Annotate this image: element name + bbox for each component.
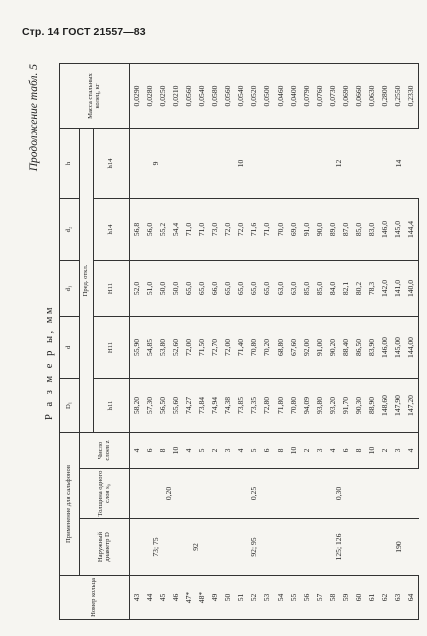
cell-layers: 4: [183, 433, 196, 469]
cell-d: 71,40: [235, 317, 248, 379]
cell-mass: 0,0290: [130, 64, 144, 129]
cell-D1: 57,30: [143, 379, 156, 433]
cell-h: 12: [300, 129, 378, 199]
col-thickness-header: Толщина одного слоя s₀: [80, 469, 130, 519]
cell-d1: 80,2: [352, 261, 365, 317]
cell-number: 45: [156, 576, 169, 620]
cell-D1: 90,30: [352, 379, 365, 433]
cell-D1: 73,85: [235, 379, 248, 433]
cell-mass: 0,0500: [261, 64, 274, 129]
col-d1-header: d₁: [60, 261, 80, 317]
tolerance-h: h14: [94, 129, 130, 199]
col-layers-header: Число слоев z: [80, 433, 130, 469]
cell-d1: 85,0: [313, 261, 326, 317]
cell-D1: 147,90: [391, 379, 404, 433]
cell-d2: 54,4: [169, 199, 182, 261]
cell-d2: 71,0: [183, 199, 196, 261]
cell-d2: 91,0: [300, 199, 313, 261]
cell-mass: 0,0400: [287, 64, 300, 129]
cell-mass: 0,0790: [300, 64, 313, 129]
cell-D1: 74,27: [183, 379, 196, 433]
cell-d2: 71,0: [261, 199, 274, 261]
cell-d1: 50,0: [169, 261, 182, 317]
cell-mass: 0,2800: [378, 64, 391, 129]
cell-layers: 6: [339, 433, 352, 469]
cell-d: 144,00: [404, 317, 418, 379]
cell-d1: 65,0: [183, 261, 196, 317]
cell-h: 10: [183, 129, 300, 199]
cell-d1: 141,0: [391, 261, 404, 317]
table-row: [378, 64, 391, 620]
cell-d2: 73,0: [209, 199, 222, 261]
cell-d: 88,40: [339, 317, 352, 379]
cell-d1: 65,0: [196, 261, 209, 317]
cell-d1: 52,0: [130, 261, 144, 317]
cell-layers: 4: [404, 433, 418, 469]
col-d2-header: d₂: [60, 199, 80, 261]
cell-d: 90,20: [326, 317, 339, 379]
cell-h: 9: [130, 129, 183, 199]
cell-D1: 148,60: [378, 379, 391, 433]
cell-outer-diameter: 73; 75: [130, 519, 183, 576]
cell-d1: 50,0: [156, 261, 169, 317]
cell-layers: 2: [209, 433, 222, 469]
cell-layers: 4: [235, 433, 248, 469]
cell-d: 70,80: [248, 317, 261, 379]
cell-number: 56: [300, 576, 313, 620]
cell-mass: 0,2330: [404, 64, 418, 129]
cell-layers: 10: [169, 433, 182, 469]
cell-mass: 0,2550: [391, 64, 404, 129]
cell-number: 63: [391, 576, 404, 620]
table-row: [300, 64, 313, 620]
cell-d2: 71,6: [248, 199, 261, 261]
col-h-header: h: [60, 129, 80, 199]
cell-d: 92,00: [300, 317, 313, 379]
cell-layers: 2: [378, 433, 391, 469]
cell-thickness: 0,30: [300, 469, 378, 519]
cell-number: 48*: [196, 576, 209, 620]
cell-layers: 10: [365, 433, 378, 469]
cell-outer-diameter: 92: [183, 519, 209, 576]
cell-number: 50: [222, 576, 235, 620]
cell-D1: 70,80: [287, 379, 300, 433]
cell-d2: 72,0: [222, 199, 235, 261]
cell-mass: 0,0760: [313, 64, 326, 129]
cell-d2: 83,0: [365, 199, 378, 261]
cell-d: 70,20: [261, 317, 274, 379]
cell-mass: 0,0210: [169, 64, 182, 129]
cell-d: 53,80: [156, 317, 169, 379]
table-row: [183, 64, 196, 620]
cell-number: 62: [378, 576, 391, 620]
cell-D1: 88,90: [365, 379, 378, 433]
cell-d: 83,90: [365, 317, 378, 379]
cell-d: 54,85: [143, 317, 156, 379]
cell-layers: 8: [274, 433, 287, 469]
page-header: Стр. 14 ГОСТ 21557—83: [22, 26, 146, 38]
cell-number: 55: [287, 576, 300, 620]
rotated-content: [26, 60, 422, 620]
cell-d1: 85,0: [300, 261, 313, 317]
cell-number: 54: [274, 576, 287, 620]
cell-D1: 56,50: [156, 379, 169, 433]
cell-mass: 0,0560: [183, 64, 196, 129]
cell-layers: 3: [222, 433, 235, 469]
col-D1-header: D₁: [60, 379, 80, 433]
cell-d: 71,50: [196, 317, 209, 379]
cell-D1: 55,60: [169, 379, 182, 433]
cell-number: 64: [404, 576, 418, 620]
cell-number: 57: [313, 576, 326, 620]
cell-d2: 145,0: [391, 199, 404, 261]
cell-d1: 65,0: [222, 261, 235, 317]
cell-d2: 71,0: [196, 199, 209, 261]
cell-layers: 4: [326, 433, 339, 469]
cell-d1: 65,0: [261, 261, 274, 317]
cell-h: 14: [378, 129, 418, 199]
rotated-table-area: [26, 60, 422, 620]
cell-d: 91,00: [313, 317, 326, 379]
tolerance-d2: h14: [94, 199, 130, 261]
cell-mass: 0,0540: [196, 64, 209, 129]
cell-d2: 56,0: [143, 199, 156, 261]
cell-number: 43: [130, 576, 144, 620]
cell-number: 51: [235, 576, 248, 620]
cell-mass: 0,0690: [339, 64, 352, 129]
cell-d2: 56,8: [130, 199, 144, 261]
cell-thickness: 0,20: [130, 469, 209, 519]
cell-mass: 0,0660: [352, 64, 365, 129]
cell-outer-diameter: 190: [378, 519, 418, 576]
cell-thickness: [378, 469, 418, 519]
cell-number: 53: [261, 576, 274, 620]
cell-layers: 6: [261, 433, 274, 469]
cell-number: 52: [248, 576, 261, 620]
cell-mass: 0,0630: [365, 64, 378, 129]
cell-d2: 89,0: [326, 199, 339, 261]
cell-layers: 2: [300, 433, 313, 469]
cell-d2: 72,0: [235, 199, 248, 261]
cell-d2: 69,0: [287, 199, 300, 261]
cell-mass: 0,0560: [222, 64, 235, 129]
cell-number: 47*: [183, 576, 196, 620]
cell-d1: 142,0: [378, 261, 391, 317]
cell-outer-diameter: 92; 95: [209, 519, 300, 576]
col-d-header: d: [60, 317, 80, 379]
cell-mass: 0,0520: [248, 64, 261, 129]
cell-d1: 65,0: [248, 261, 261, 317]
cell-layers: 5: [196, 433, 209, 469]
cell-layers: 10: [287, 433, 300, 469]
cell-mass: 0,0280: [143, 64, 156, 129]
cell-d1: 63,0: [274, 261, 287, 317]
cell-d2: 146,0: [378, 199, 391, 261]
cell-D1: 58,20: [130, 379, 144, 433]
cell-outer-diameter: 125; 126: [300, 519, 378, 576]
cell-D1: 74,38: [222, 379, 235, 433]
cell-number: 61: [365, 576, 378, 620]
cell-d2: 55,2: [156, 199, 169, 261]
cell-D1: 91,70: [339, 379, 352, 433]
cell-d: 145,00: [391, 317, 404, 379]
cell-layers: 5: [248, 433, 261, 469]
cell-d: 72,70: [209, 317, 222, 379]
cell-d2: 144,4: [404, 199, 418, 261]
dimensions-title: Р а з м е р ы, мм: [44, 304, 55, 420]
cell-d1: 140,0: [404, 261, 418, 317]
cell-d: 72,00: [183, 317, 196, 379]
cell-layers: 3: [313, 433, 326, 469]
cell-d1: 65,0: [235, 261, 248, 317]
cell-d2: 85,0: [352, 199, 365, 261]
cell-d2: 70,0: [274, 199, 287, 261]
cell-mass: 0,0580: [209, 64, 222, 129]
cell-d: 146,00: [378, 317, 391, 379]
cell-D1: 94,09: [300, 379, 313, 433]
cell-D1: 74,94: [209, 379, 222, 433]
cell-d1: 84,0: [326, 261, 339, 317]
cell-number: 49: [209, 576, 222, 620]
cell-layers: 3: [391, 433, 404, 469]
cell-D1: 73,35: [248, 379, 261, 433]
cell-d1: 66,0: [209, 261, 222, 317]
cell-d: 55,90: [130, 317, 144, 379]
cell-d2: 90,0: [313, 199, 326, 261]
cell-layers: 4: [130, 433, 144, 469]
table-body: [130, 64, 419, 620]
table-row: [130, 64, 144, 620]
tolerance-d: H11: [94, 317, 130, 379]
cell-thickness: 0,25: [209, 469, 300, 519]
cell-mass: 0,0730: [326, 64, 339, 129]
cell-number: 46: [169, 576, 182, 620]
cell-layers: 8: [352, 433, 365, 469]
cell-number: 59: [339, 576, 352, 620]
cell-D1: 93,20: [326, 379, 339, 433]
tolerance-d1: H11: [94, 261, 130, 317]
cell-D1: 147,20: [404, 379, 418, 433]
cell-d1: 63,0: [287, 261, 300, 317]
cell-layers: 6: [143, 433, 156, 469]
cell-number: 60: [352, 576, 365, 620]
cell-number: 44: [143, 576, 156, 620]
cell-number: 58: [326, 576, 339, 620]
cell-d: 86,50: [352, 317, 365, 379]
cell-D1: 72,80: [261, 379, 274, 433]
continuation-label: Продолжение табл. 5: [28, 64, 40, 172]
cell-mass: 0,0250: [156, 64, 169, 129]
cell-d: 68,80: [274, 317, 287, 379]
tolerance-D1: h11: [94, 379, 130, 433]
cell-D1: 73,84: [196, 379, 209, 433]
cell-d: 67,60: [287, 317, 300, 379]
col-mass-header: Масса стальных колец, кг: [60, 64, 130, 129]
col-number-header: Номер кольца: [60, 576, 130, 620]
cell-d2: 87,0: [339, 199, 352, 261]
rings-table: [59, 63, 419, 620]
col-outer-diameter-header: Наружный диаметр D: [80, 519, 130, 576]
cell-mass: 0,0540: [235, 64, 248, 129]
cell-d1: 51,0: [143, 261, 156, 317]
cell-d: 52,60: [169, 317, 182, 379]
cell-d1: 82,1: [339, 261, 352, 317]
cell-d: 72,00: [222, 317, 235, 379]
cell-D1: 71,80: [274, 379, 287, 433]
cell-D1: 93,80: [313, 379, 326, 433]
application-header: Применение для сальфонов: [60, 433, 80, 576]
tolerance-header: Пред. откл.: [80, 129, 94, 433]
cell-layers: 8: [156, 433, 169, 469]
cell-d1: 78,3: [365, 261, 378, 317]
cell-mass: 0,0460: [274, 64, 287, 129]
